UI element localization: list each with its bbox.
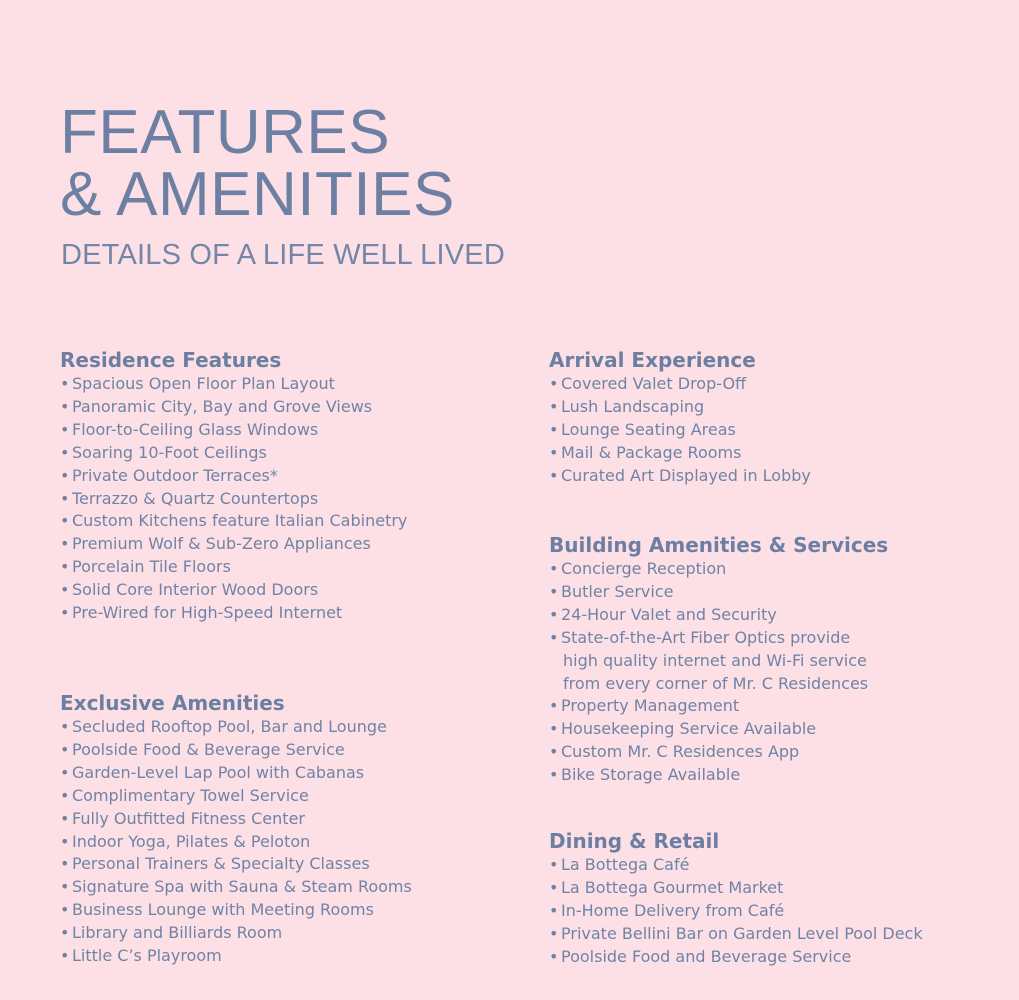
bullet-icon: •: [549, 419, 559, 439]
bullet-icon: •: [60, 419, 70, 439]
section-heading: Residence Features: [60, 348, 282, 372]
feature-list: [60, 373, 407, 625]
list-item: • Personal Trainers & Specialty Classes: [60, 853, 412, 876]
bullet-icon: •: [60, 808, 70, 828]
list-item: • Terrazzo & Quartz Countertops: [60, 488, 407, 511]
list-item: • Private Outdoor Terraces*: [60, 465, 407, 488]
list-item: • Spacious Open Floor Plan Layout: [60, 373, 407, 396]
bullet-icon: •: [549, 581, 559, 601]
bullet-icon: •: [549, 900, 559, 920]
bullet-icon: •: [549, 877, 559, 897]
list-item: • Pre-Wired for High-Speed Internet: [60, 602, 407, 625]
list-item: • La Bottega Gourmet Market: [549, 877, 923, 900]
bullet-icon: •: [60, 717, 70, 736]
list-item: • Panoramic City, Bay and Grove Views: [60, 396, 407, 419]
bullet-icon: •: [60, 785, 70, 805]
list-item: • Little C’s Playroom: [60, 945, 412, 968]
bullet-icon: •: [549, 627, 559, 647]
list-item: • Butler Service: [549, 581, 888, 604]
list-item: • Library and Billiards Room: [60, 922, 412, 945]
bullet-icon: •: [549, 923, 559, 943]
bullet-icon: •: [60, 739, 70, 759]
bullet-icon: •: [60, 374, 70, 393]
bullet-icon: •: [60, 442, 70, 462]
section-residence-features: [60, 347, 407, 625]
list-item: • Housekeeping Service Available: [549, 718, 888, 741]
list-item: • Premium Wolf & Sub-Zero Appliances: [60, 533, 407, 556]
bullet-icon: •: [60, 762, 70, 782]
bullet-icon: •: [549, 465, 559, 485]
bullet-icon: •: [549, 396, 559, 416]
amenity-list: [60, 716, 412, 968]
list-item: • Mail & Package Rooms: [549, 442, 811, 465]
bullet-icon: •: [549, 742, 559, 762]
bullet-icon: •: [60, 923, 70, 943]
bullet-icon: •: [60, 465, 70, 485]
bullet-icon: •: [60, 900, 70, 920]
bullet-icon: •: [549, 719, 559, 739]
bullet-icon: •: [60, 603, 70, 623]
bullet-icon: •: [549, 855, 559, 874]
bullet-icon: •: [60, 488, 70, 508]
list-item: • Custom Kitchens feature Italian Cabinetry: [60, 510, 407, 533]
bullet-icon: •: [60, 557, 70, 577]
section-dining-retail: [549, 828, 923, 969]
bullet-icon: •: [60, 396, 70, 416]
list-item: • Lush Landscaping: [549, 396, 811, 419]
list-item: • Porcelain Tile Floors: [60, 556, 407, 579]
bullet-icon: •: [60, 946, 70, 966]
section-heading: Arrival Experience: [549, 348, 756, 372]
list-item: • In-Home Delivery from Café: [549, 900, 923, 923]
bullet-icon: •: [549, 946, 559, 966]
section-heading: Exclusive Amenities: [60, 691, 285, 715]
bullet-icon: •: [60, 534, 70, 554]
list-item-continuation: high quality internet and Wi-Fi service: [563, 650, 867, 670]
bullet-icon: •: [549, 374, 559, 393]
list-item: • Fully Outfitted Fitness Center: [60, 808, 412, 831]
bullet-icon: •: [549, 765, 559, 785]
bullet-icon: •: [549, 559, 559, 578]
list-item: • Secluded Rooftop Pool, Bar and Lounge: [60, 716, 412, 739]
list-item: • Business Lounge with Meeting Rooms: [60, 899, 412, 922]
bullet-icon: •: [549, 696, 559, 716]
list-item: • Signature Spa with Sauna & Steam Rooms: [60, 876, 412, 899]
list-item-continuation: from every corner of Mr. C Residences: [563, 673, 869, 693]
arrival-list: [549, 373, 811, 488]
list-item: • Indoor Yoga, Pilates & Peloton: [60, 831, 412, 854]
list-item: • Custom Mr. C Residences App: [549, 741, 888, 764]
list-item: • Bike Storage Available: [549, 764, 888, 787]
list-item: • Curated Art Displayed in Lobby: [549, 465, 811, 488]
list-item: • Complimentary Towel Service: [60, 785, 412, 808]
bullet-icon: •: [60, 854, 70, 874]
bullet-icon: •: [60, 877, 70, 897]
bullet-icon: •: [549, 604, 559, 624]
bullet-icon: •: [60, 511, 70, 531]
list-item: • State-of-the-Art Fiber Optics provide high quality internet and Wi-Fi service from every corner of Mr. C Residences: [549, 627, 888, 696]
list-item: • Concierge Reception: [549, 558, 888, 581]
page-title: [60, 98, 455, 229]
page-subtitle: DETAILS OF A LIFE WELL LIVED: [61, 239, 505, 271]
section-arrival-experience: [549, 347, 811, 488]
building-list: [549, 558, 888, 787]
dining-list: [549, 854, 923, 969]
section-heading: Dining & Retail: [549, 829, 720, 853]
section-building-amenities: [549, 532, 888, 787]
list-item: • Soaring 10-Foot Ceilings: [60, 442, 407, 465]
list-item: • Lounge Seating Areas: [549, 419, 811, 442]
list-item: • Property Management: [549, 695, 888, 718]
list-item: • Solid Core Interior Wood Doors: [60, 579, 407, 602]
list-item: • 24-Hour Valet and Security: [549, 604, 888, 627]
page-title-line-1: FEATURES: [60, 98, 391, 167]
list-item: • Poolside Food & Beverage Service: [60, 739, 412, 762]
bullet-icon: •: [60, 831, 70, 851]
bullet-icon: •: [549, 442, 559, 462]
section-heading: Building Amenities & Services: [549, 533, 889, 557]
page-title-line-2: & AMENITIES: [60, 160, 455, 229]
list-item: • Covered Valet Drop-Off: [549, 373, 811, 396]
list-item: • La Bottega Café: [549, 854, 923, 877]
list-item: • Poolside Food and Beverage Service: [549, 946, 923, 969]
list-item: • Garden-Level Lap Pool with Cabanas: [60, 762, 412, 785]
list-item: • Private Bellini Bar on Garden Level Pool Deck: [549, 923, 923, 946]
list-item: • Floor-to-Ceiling Glass Windows: [60, 419, 407, 442]
section-exclusive-amenities: [60, 690, 412, 968]
bullet-icon: •: [60, 580, 70, 600]
